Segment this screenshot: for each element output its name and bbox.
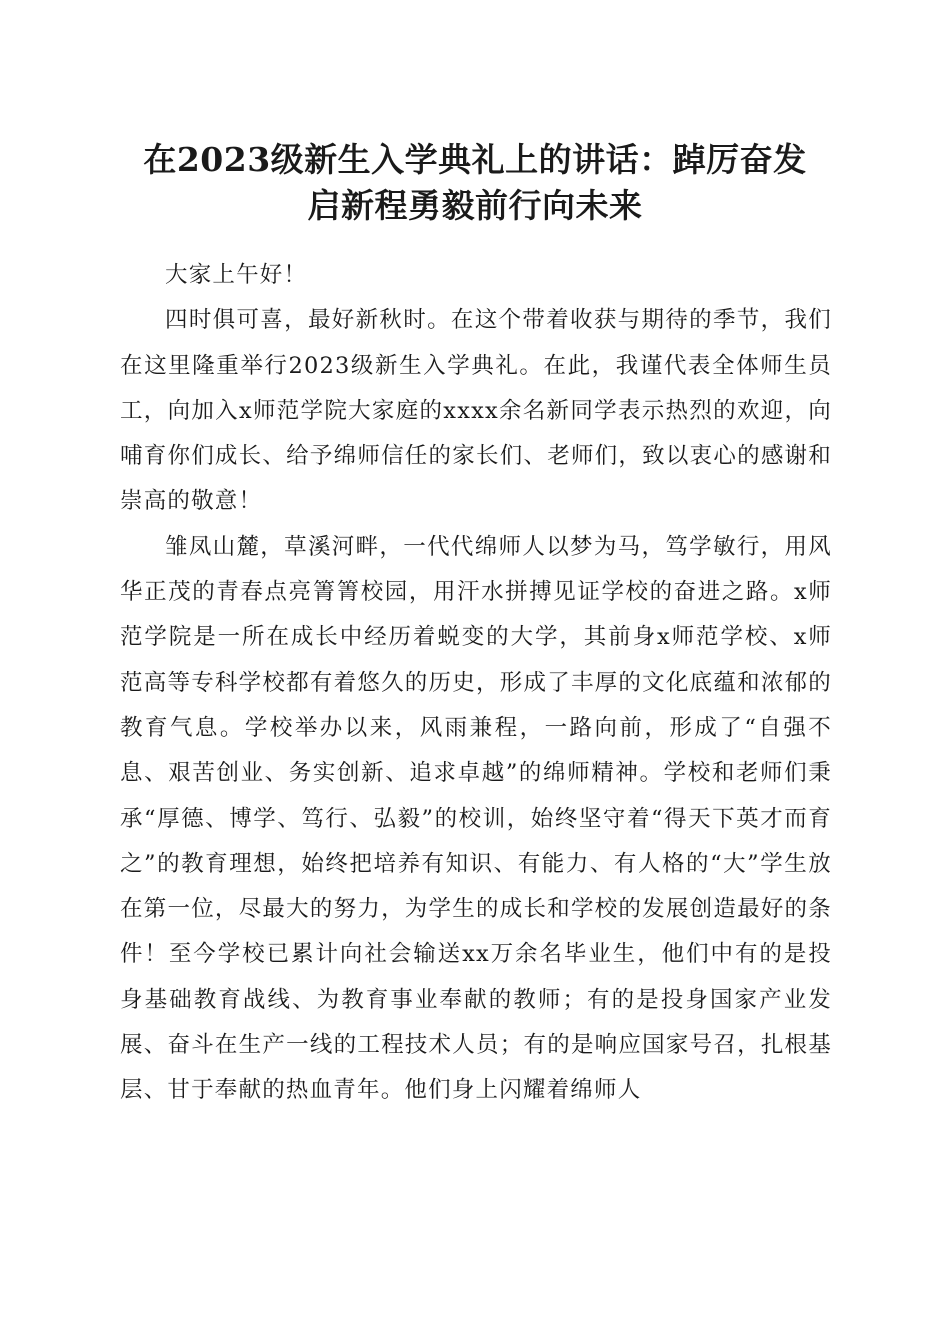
title-line-1: 在2023级新生入学典礼上的讲话：踔厉奋发 (143, 140, 807, 179)
title-line-2: 启新程勇毅前行向未来 (307, 186, 643, 225)
body-paragraph: 雏凤山麓，草溪河畔，一代代绵师人以梦为马，笃学敏行，用风华正茂的青春点亮箐箐校园，用汗水拼搏见证学校的奋进之路。x师范学院是一所在成长中经历着蜕变的大学，其前身x师范学校、x师范高等专科学校都有着悠久的历史，形成了丰厚的文化底蕴和浓郁的教育气息。学校举办以来，风雨兼程，一路向前，形成了“自强不息、艰苦创业、务实创新、追求卓越”的绵师精神。学校和老师们秉承“厚德、博学、笃行、弘毅”的校训，始终坚守着“得天下英才而育之”的教育理想，始终把培养有知识、有能力、有人格的“大”学生放在第一位，尽最大的努力，为学生的成长和学校的发展创造最好的条件！至今学校已累计向社会输送xx万余名毕业生，他们中有的是投身基础教育战线、为教育事业奉献的教师；有的是投身国家产业发展、奋斗在生产一线的工程技术人员；有的是响应国家号召，扎根基层、甘于奉献的热血青年。他们身上闪耀着绵师人 (120, 533, 832, 1104)
body-paragraph: 四时俱可喜，最好新秋时。在这个带着收获与期待的季节，我们在这里隆重举行2023级新生入学典礼。在此，我谨代表全体师生员工，向加入x师范学院大家庭的xxxx余名新同学表示热烈的欢迎，向哺育你们成长、给予绵师信任的家长们、老师们，致以衷心的感谢和崇高的敬意！ (120, 307, 832, 515)
document-title (118, 137, 832, 229)
greeting-paragraph: 大家上午好！ (165, 262, 308, 288)
document-body (120, 253, 832, 1114)
